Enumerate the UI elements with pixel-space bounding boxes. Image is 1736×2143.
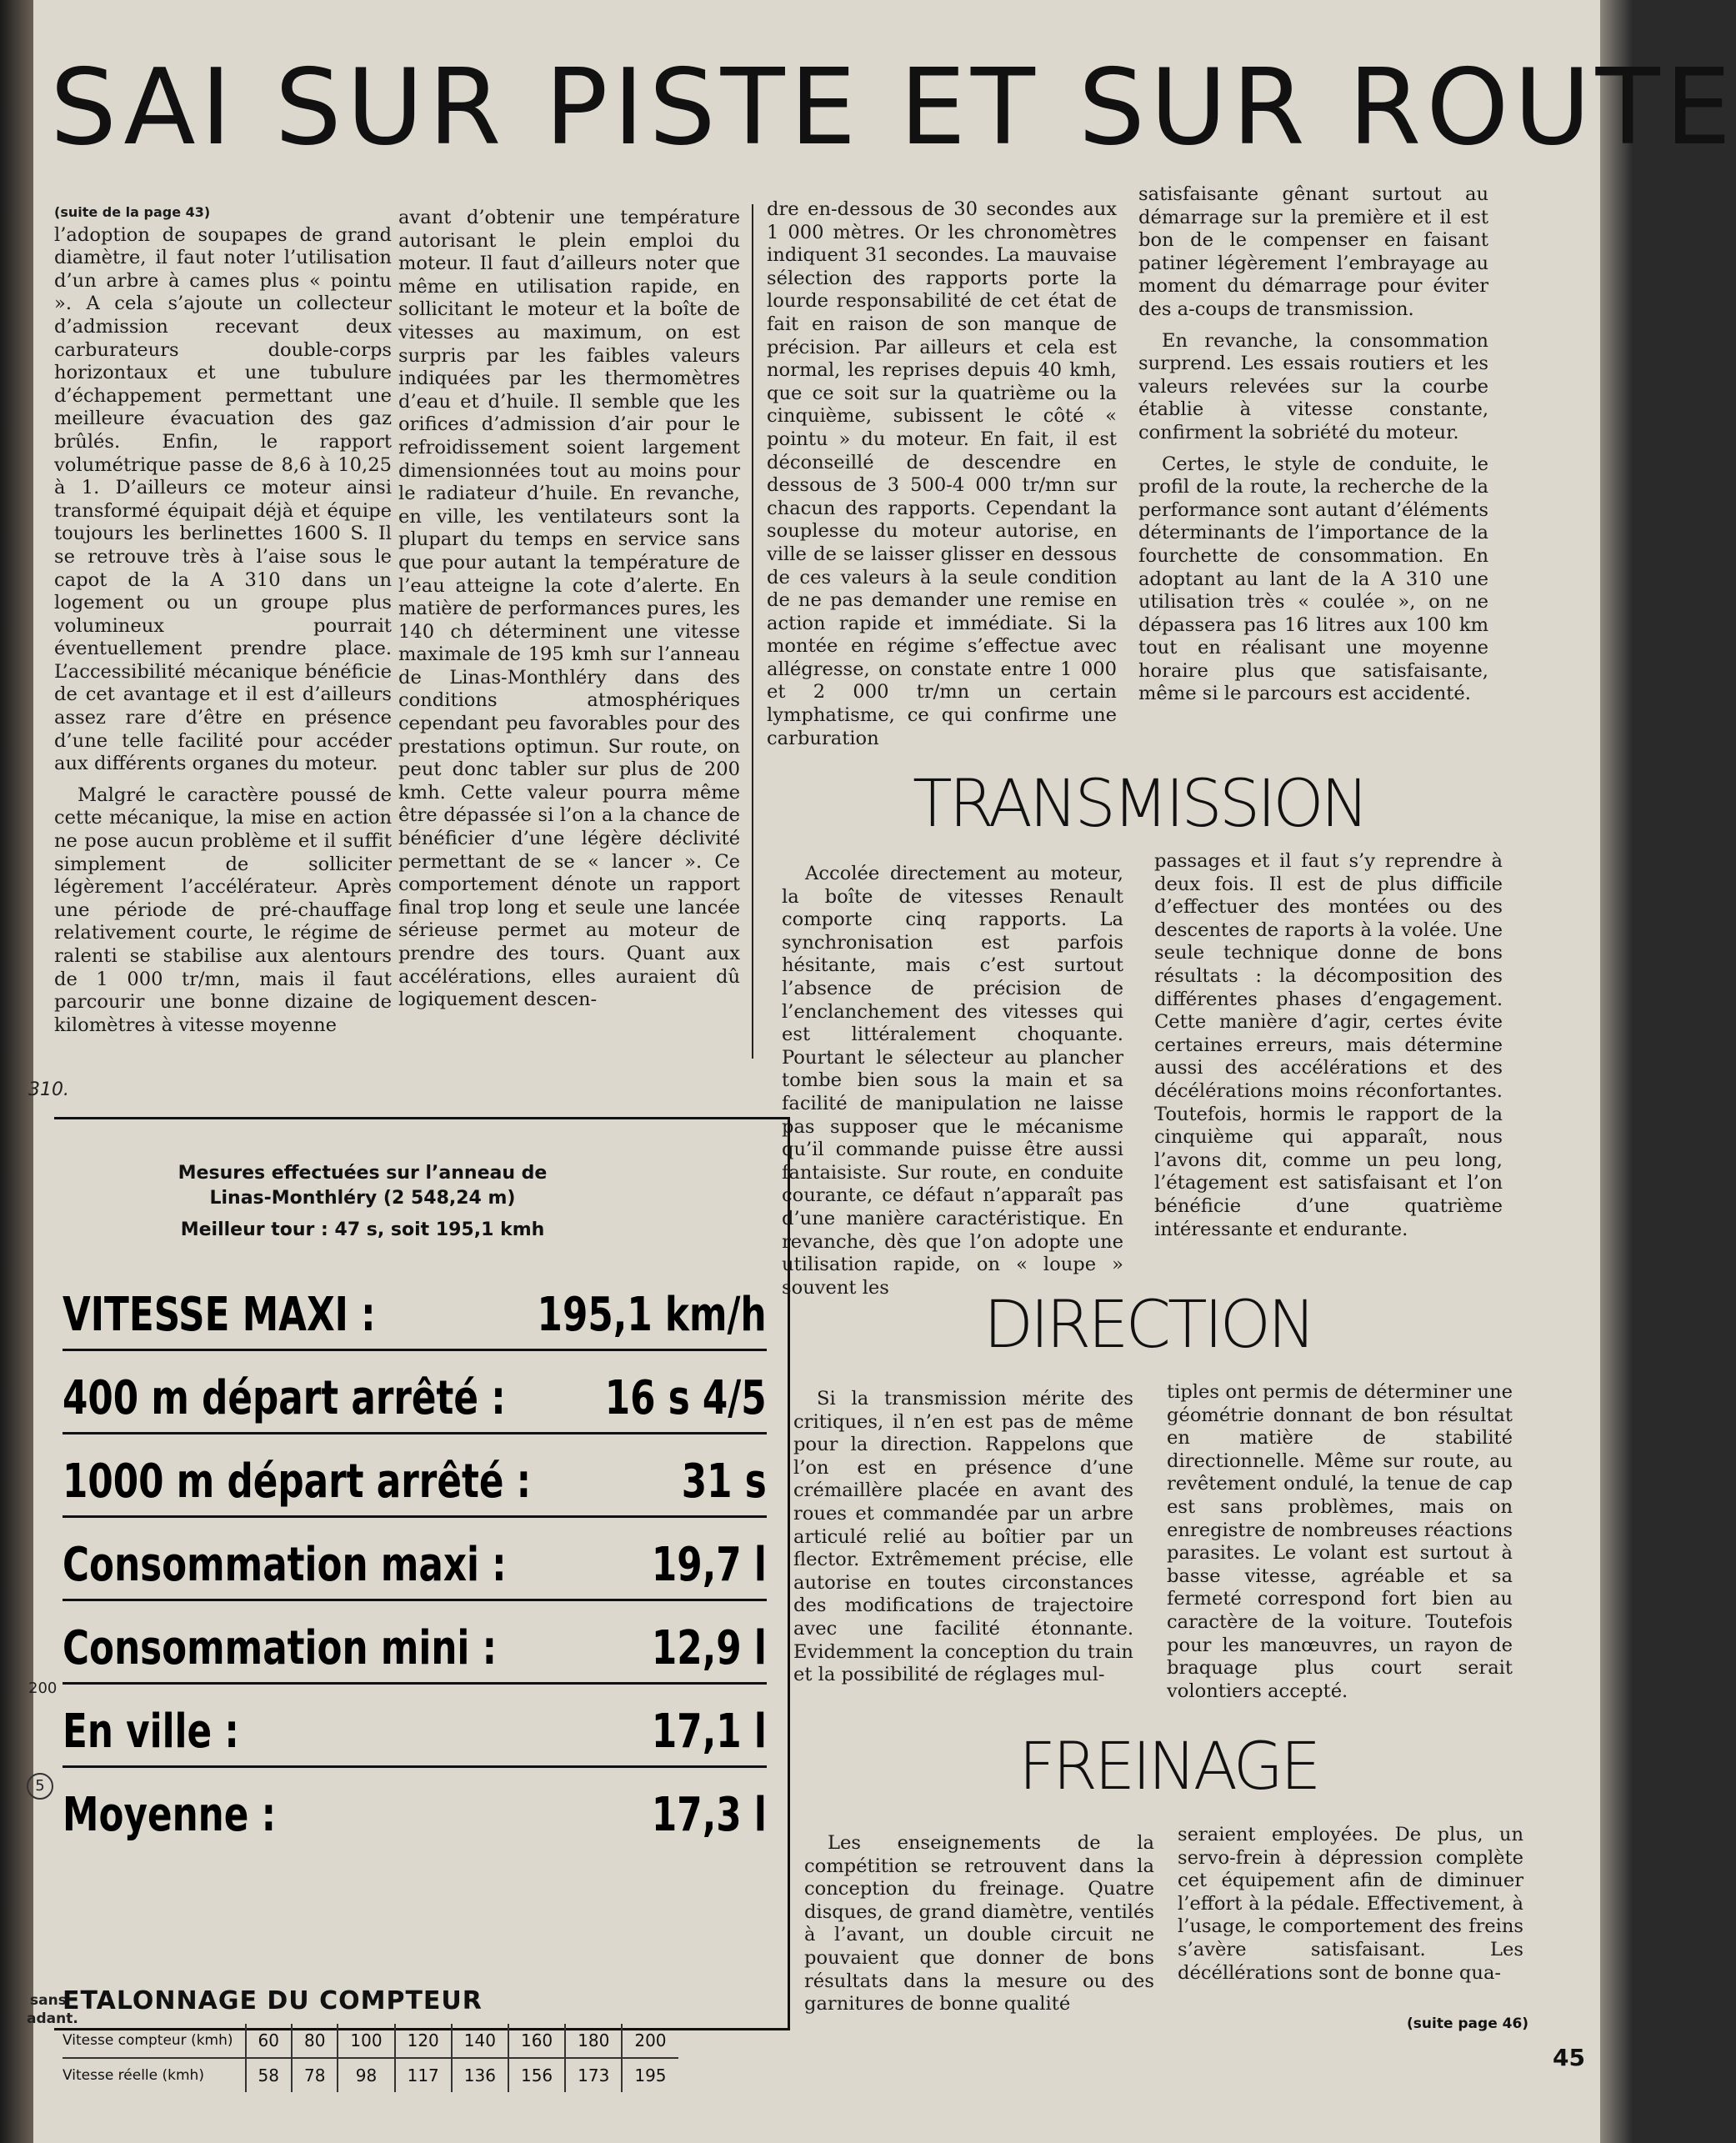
edge-text-1: sans xyxy=(30,1992,67,2009)
direction-heading: DIRECTION xyxy=(983,1288,1313,1363)
measure-label: En ville : xyxy=(63,1705,239,1759)
table-cell: 78 xyxy=(292,2058,338,2092)
measure-consumption-max xyxy=(63,1524,767,1601)
table-cell: 160 xyxy=(508,2024,565,2058)
transmission-column-left xyxy=(782,863,1123,1308)
measure-value: 195,1 km/h xyxy=(538,1288,767,1342)
table-cell: 173 xyxy=(565,2058,622,2092)
row-label: Vitesse compteur (kmh) xyxy=(63,2024,246,2058)
measure-value: 31 s xyxy=(682,1455,767,1509)
col2-paragraph-1: avant d’obtenir une température autorisant le plein emploi du moteur. Il faut d’ailleurs noter que même en utilisation rapide, en sollicitant le moteur et la boîte de vitesses au maximum, on est surpris par les faibles valeurs indiquées par les thermomètres d’eau et d’huile. Il semble que les orifices d’admission d’air pour le refroidissement soient largement dimensionnées tout au moins pour le radiateur d’huile. En revanche, en ville, les ventilateurs sont la plupart du temps en service sans que pour autant la température de l’eau atteigne la cote d’alerte. En matière de performances pures, les 140 ch déterminent une vitesse maximale de 195 kmh sur l’anneau de Linas-Monthléry dans des conditions atmosphériques cependant peu favorables pour des prestations optimun. Sur route, on peut donc tabler sur plus de 200 kmh. Cette valeur pourra même être dépassée si l’on a la chance de bénéficier d’une légère déclivité permettant de se « lancer ». Ce comportement dénote un rapport final trop long et seule une lancée sérieuse permet au moteur de prendre des tours. Quant aux accélérations, elles auraient dû logiquement descen- xyxy=(398,207,740,1011)
speedometer-calibration-table xyxy=(63,2024,678,2092)
table-row xyxy=(63,2024,678,2058)
measure-top-speed xyxy=(63,1274,767,1351)
table-cell: 156 xyxy=(508,2058,565,2092)
freinage-column-left xyxy=(804,1832,1154,2025)
measure-average xyxy=(63,1774,767,1849)
measure-value: 16 s 4/5 xyxy=(605,1371,767,1425)
measure-consumption-min xyxy=(63,1607,767,1685)
table-cell: 180 xyxy=(565,2024,622,2058)
direction-right-text: tiples ont permis de déterminer une géométrie donnant de bon résultat en matière de stabilité directionnelle. Même sur route, au revêtement ondulé, la tenue de cap est sans problèmes, mais on enregistre de nombreuses réactions parasites. Le volant est surtout à basse vitesse, agréable et sa fermeté correspond fort bien au caractère de la voiture. Toutefois pour les manœuvres, un rayon de braquage plus court serait volontiers accepté. xyxy=(1167,1381,1513,1702)
column-2 xyxy=(398,207,740,1020)
page-gutter-left xyxy=(0,0,33,2143)
table-cell: 200 xyxy=(622,2024,678,2058)
column-rule xyxy=(752,204,753,1059)
col4-paragraph-3: Certes, le style de conduite, le profil de la route, la recherche de la performance sont autant d’éléments déterminants de l’importance de la fourchette de consommation. En adoptant au lant de la A 310 une utilisation très « coulée », on ne dépassera pas 16 litres aux 100 km tout en réalisant une moyenne horaire plus que satisfaisante, même si le parcours est accidenté. xyxy=(1138,453,1488,705)
page-edge-right xyxy=(1600,0,1633,2143)
row-label: Vitesse réelle (kmh) xyxy=(63,2067,204,2084)
transmission-column-right xyxy=(1154,850,1503,1249)
col1-paragraph-2: Malgré le caractère poussé de cette mécanique, la mise en action ne pose aucun problème et il suffit simplement de solliciter légèrement l’accélérateur. Après une période de pré-chauffage relativement courte, le régime de ralenti se stabilise aux alentours de 1 000 tr/mn, mais il faut parcourir une bonne dizaine de kilomètres à vitesse moyenne xyxy=(54,784,392,1036)
direction-column-right xyxy=(1167,1381,1513,1711)
box-heading: Mesures effectuées sur l’anneau de Linas-Monthléry (2 548,24 m) xyxy=(178,1163,548,1209)
measure-value: 19,7 l xyxy=(652,1538,767,1592)
freinage-column-right xyxy=(1178,1824,1523,1993)
measure-value: 17,1 l xyxy=(652,1705,767,1759)
table-row xyxy=(63,2058,678,2092)
freinage-heading: FREINAGE xyxy=(1018,1730,1318,1805)
edge-caption: 310. xyxy=(28,1079,69,1100)
edge-axis-label: 200 xyxy=(28,1680,58,1697)
col4-paragraph-2: En revanche, la consommation surprend. Les essais routiers et les valeurs relevées sur la courbe établie à vitesse constante, confirment la sobriété du moteur. xyxy=(1138,329,1488,443)
measure-value: 17,3 l xyxy=(652,1788,767,1842)
measure-label: 1000 m départ arrêté : xyxy=(63,1455,532,1509)
measure-label: VITESSE MAXI : xyxy=(63,1288,376,1342)
measure-1000m xyxy=(63,1440,767,1518)
continued-note: (suite page 46) xyxy=(1407,2015,1529,2032)
measure-400m xyxy=(63,1357,767,1435)
page-title: SAI SUR PISTE ET SUR ROUTE xyxy=(50,46,1736,168)
measure-label: Consommation mini : xyxy=(63,1621,498,1675)
edge-text-2: adant. xyxy=(27,2010,78,2027)
column-1 xyxy=(54,200,392,1045)
direction-column-left xyxy=(793,1388,1133,1695)
direction-left-text: Si la transmission mérite des critiques, il n’en est pas de même pour la direction. Rappelons que l’on est en présence d’une crémaillère placée en avant des roues et commandée par un arbre articulé relié au boîtier par un flector. Extrêmement précise, elle autorise en toutes circonstances des modifications de trajectoire avec une facilité étonnante. Evidemment la conception du train et la possibilité de réglages mul- xyxy=(793,1388,1133,1686)
table-cell: 140 xyxy=(452,2024,508,2058)
speedometer-calibration-title: ETALONNAGE DU COMPTEUR xyxy=(63,1986,483,2015)
transmission-left-text: Accolée directement au moteur, la boîte de vitesses Renault comporte cinq rapports. La synchronisation est parfois hésitante, mais c’est surtout l’absence de précision de l’enclanchement des vitesses qui est littéralement choquante. Pourtant le sélecteur au plancher tombe bien sous la main et sa facilité de manipulation ne laisse pas supposer que le mécanisme qu’il commande puisse être aussi fantaisiste. Sur route, en conduite courante, ce défaut n’apparaît pas d’une manière caractéristique. En revanche, dès que l’on adopte une utilisation rapide, on « loupe » souvent les xyxy=(782,863,1123,1299)
transmission-right-text: passages et il faut s’y reprendre à deux fois. Il est de plus difficile d’effectuer des montées ou des descentes de raports à la volée. Une seule technique donne de bons résultats : la décomposition des différentes phases d’engagement. Cette manière d’agir, certes évite certaines erreurs, mais détermine aussi des accélérations et des décélérations moins réconfortantes. Toutefois, hormis le rapport de la cinquième qui apparaît, nous l’avons dit, comme un peu long, l’étagement est satisfaisant et l’on bénéficie d’une quatrième intéressante et endurante. xyxy=(1154,850,1503,1240)
table-cell: 117 xyxy=(395,2058,452,2092)
edge-circle-marker: 5 xyxy=(27,1773,53,1800)
column-4 xyxy=(1138,183,1488,714)
table-cell: 98 xyxy=(338,2058,394,2092)
page-number: 45 xyxy=(1553,2044,1585,2071)
col3-paragraph-1: dre en-dessous de 30 secondes aux 1 000 mètres. Or les chronomètres indiquent 31 secondes. La mauvaise sélection des rapports porte la lourde responsabilité de cet état de fait en raison de son manque de précision. Par ailleurs et cela est normal, les reprises depuis 40 kmh, que ce soit sur la quatrième ou la cinquième, subissent le côté « pointu » du moteur. En fait, il est déconseillé de descendre en dessous de 3 500-4 000 tr/mn sur chacun des rapports. Cependant la souplesse du moteur autorise, en ville de se laisser glisser en dessous de ces valeurs à la seule condition de ne pas demander une remise en action rapide et immédiate. Si la montée en régime s’effectue avec allégresse, on constate entre 1 000 et 2 000 tr/mn un certain lymphatisme, ce qui confirme une carburation xyxy=(767,198,1117,749)
measure-label: 400 m départ arrêté : xyxy=(63,1371,506,1425)
table-cell: 195 xyxy=(622,2058,678,2092)
table-cell: 120 xyxy=(395,2024,452,2058)
table-cell: 60 xyxy=(246,2024,292,2058)
column-3 xyxy=(767,198,1117,759)
col1-paragraph-1: l’adoption de soupapes de grand diamètre, il faut noter l’utilisation d’un arbre à cames plus « pointu ». A cela s’ajoute un collecteur d’admission recevant deux carburateurs double-corps horizontaux et une tubulure d’échappement permettant une meilleure évacuation des gaz brûlés. Enfin, le rapport volumétrique passe de 8,6 à 10,25 à 1. D’ailleurs ce moteur ainsi transformé équipait déjà et équipe toujours les berlinettes 1600 S. Il se retrouve très à l’aise sous le capot de la A 310 dans un logement ou un groupe plus volumineux pourrait éventuellement prendre place. L’accessibilité mécanique bénéficie de cet avantage et il est d’ailleurs assez rare d’être en présence d’une telle facilité pour accéder aux différents organes du moteur. xyxy=(54,223,392,775)
table-cell: 80 xyxy=(292,2024,338,2058)
col4-paragraph-1: satisfaisante gênant surtout au démarrage sur la première et il est bon de le compenser en faisant patiner légèrement l’embrayage au moment du démarrage pour éviter des a-coups de transmission. xyxy=(1138,183,1488,320)
freinage-left-text: Les enseignements de la compétition se retrouvent dans la conception du freinage. Quatre disques, de grand diamètre, ventilés à l’avant, un double circuit ne pouvaient que donner de bons résultats dans la mesure ou des garnitures de bonne qualité xyxy=(804,1832,1154,2015)
suite-note: (suite de la page 43) xyxy=(54,204,211,220)
best-lap: Meilleur tour : 47 s, soit 195,1 kmh xyxy=(180,1219,545,1240)
measure-label: Consommation maxi : xyxy=(63,1538,507,1592)
freinage-right-text: seraient employées. De plus, un servo-frein à dépression complète cet équipement afin de diminuer l’effort à la pédale. Effectivement, à l’usage, le comportement des freins s’avère satisfaisant. Les décéllérations sont de bonne qua- xyxy=(1178,1824,1523,1984)
table-cell: 136 xyxy=(452,2058,508,2092)
table-cell: 100 xyxy=(338,2024,394,2058)
measure-value: 12,9 l xyxy=(652,1621,767,1675)
magazine-page xyxy=(27,0,1736,2143)
measure-label: Moyenne : xyxy=(63,1788,277,1842)
transmission-heading: TRANSMISSION xyxy=(913,767,1366,842)
table-cell: 58 xyxy=(246,2058,292,2092)
measurement-box xyxy=(54,1117,790,2085)
measure-city xyxy=(63,1690,767,1768)
